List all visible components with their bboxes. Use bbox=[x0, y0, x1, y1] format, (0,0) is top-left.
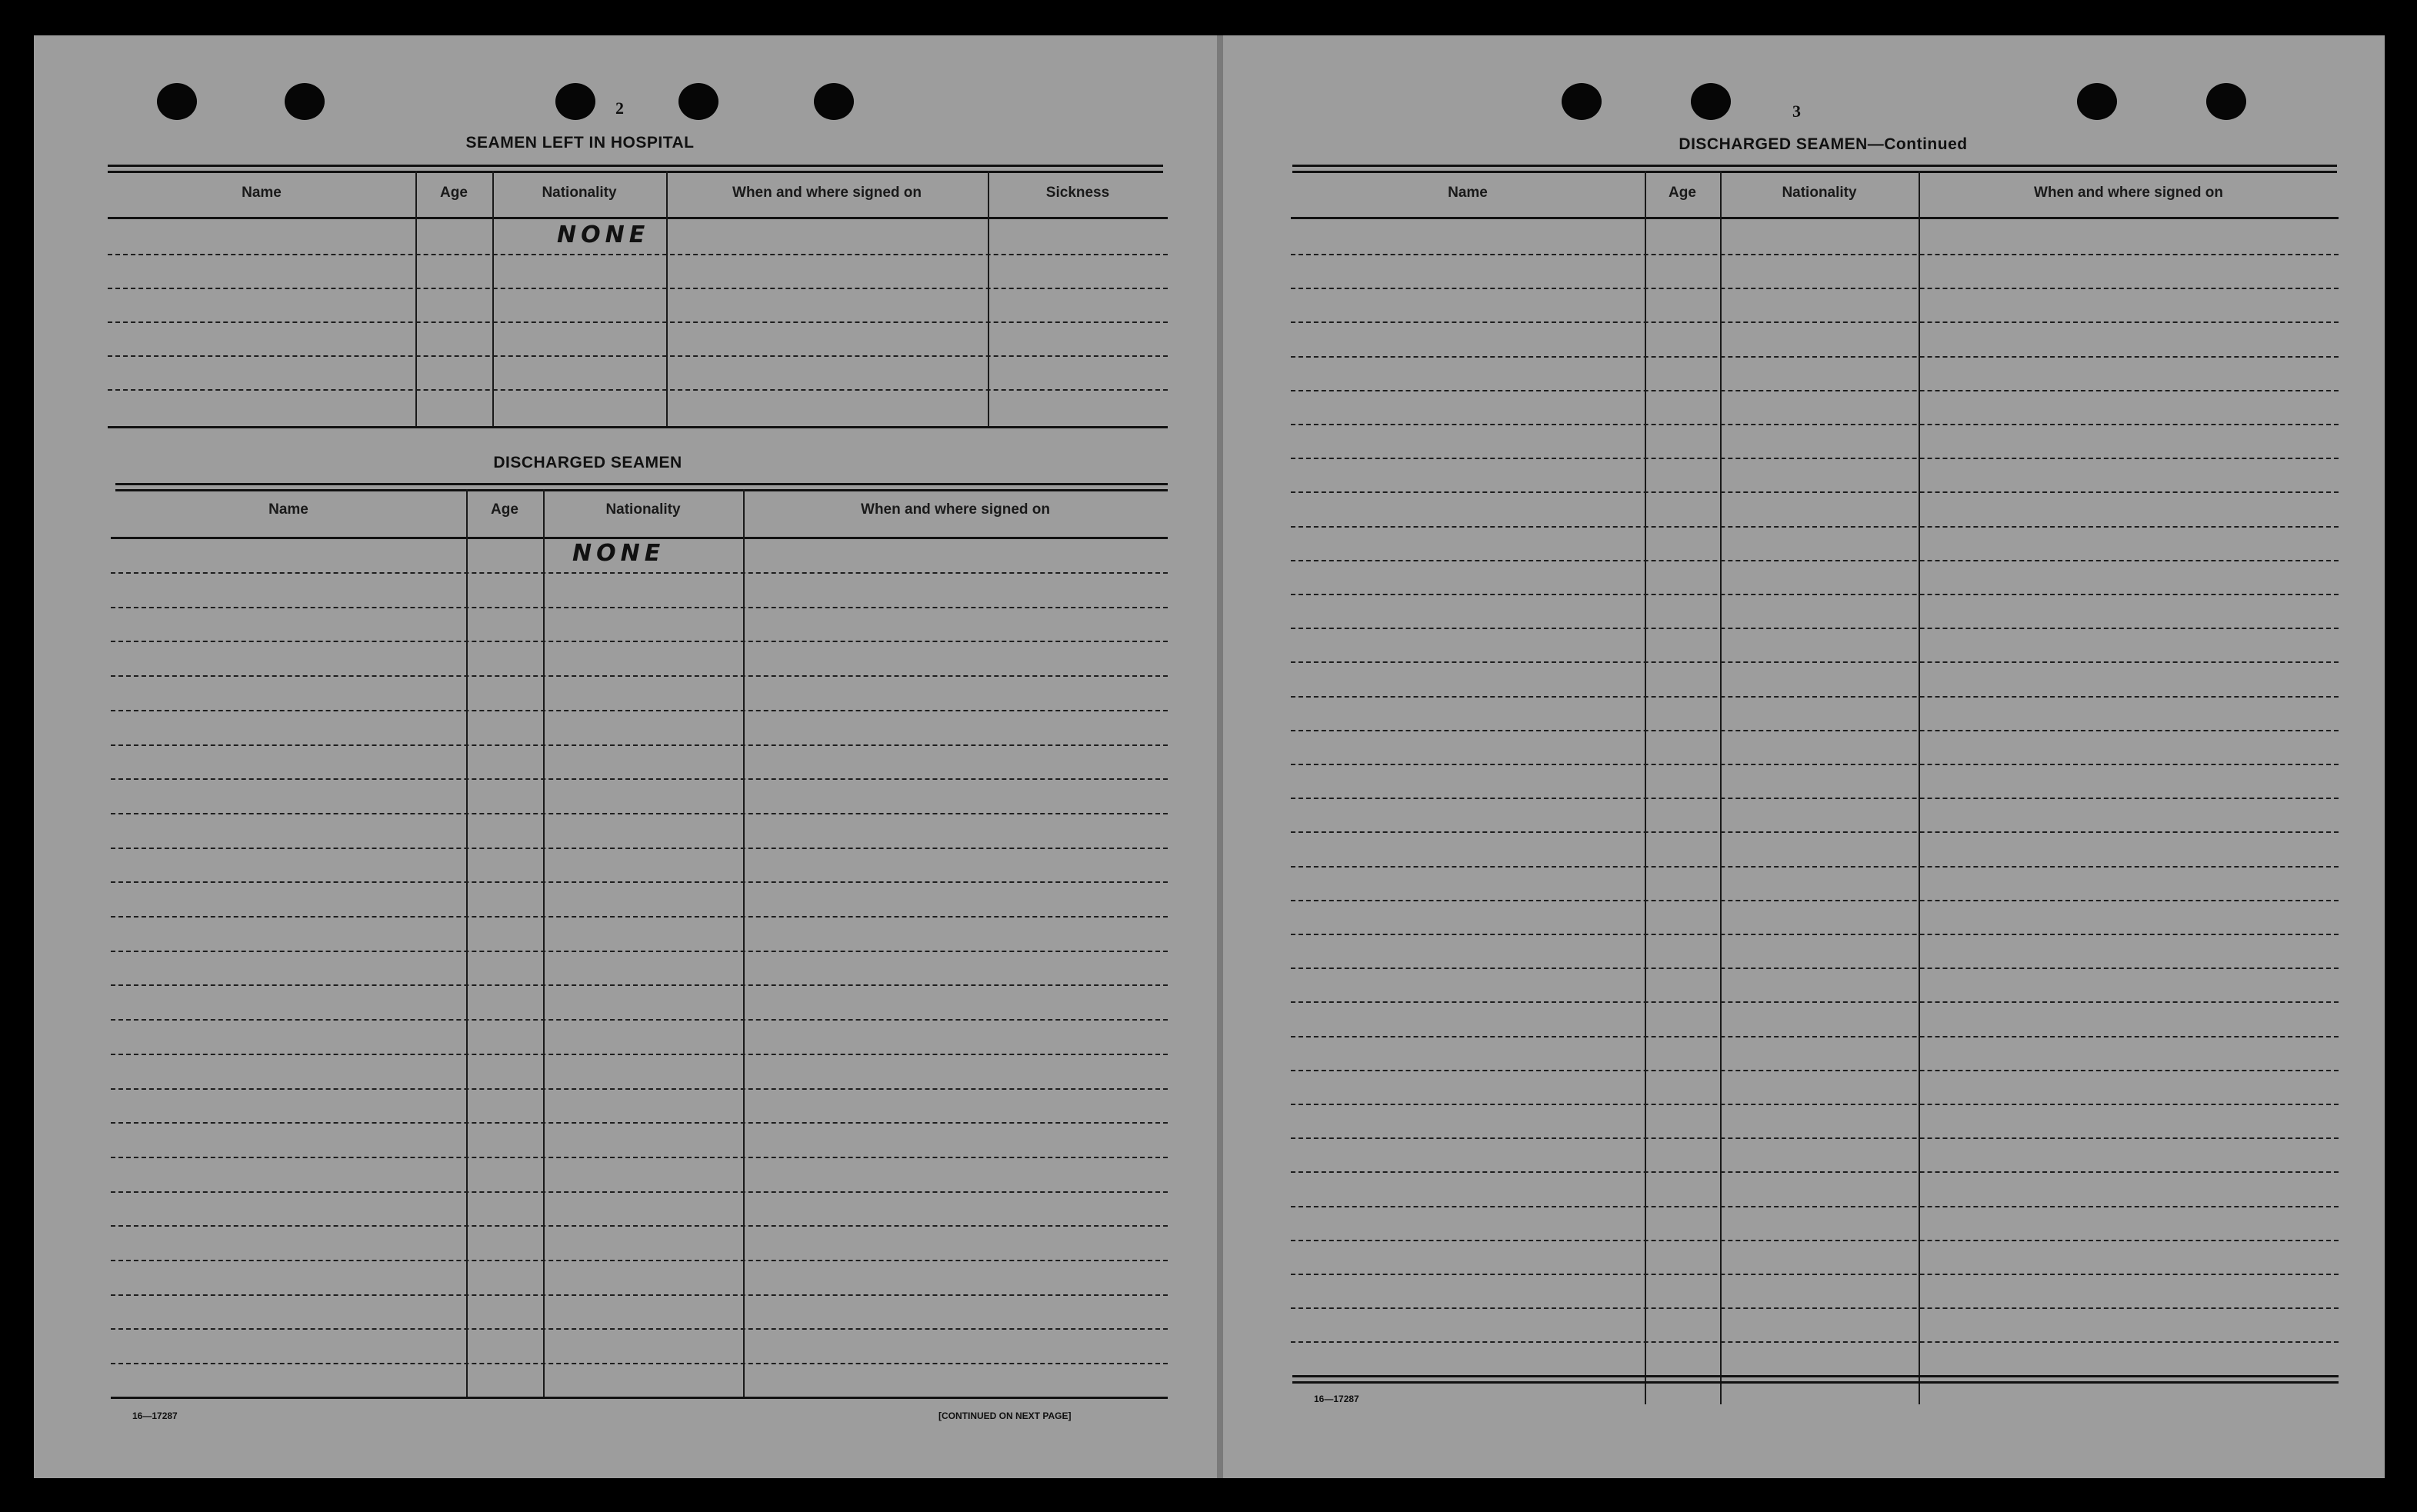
hospital-header-signed-on: When and where signed on bbox=[732, 185, 922, 201]
row-rule bbox=[111, 1054, 1168, 1055]
row-rule bbox=[111, 1328, 1168, 1330]
discharged-section-title: DISCHARGED SEAMEN bbox=[493, 454, 682, 471]
row-rule bbox=[1291, 798, 2339, 799]
hospital-top-rule bbox=[108, 165, 1163, 167]
discharged-header-age: Age bbox=[491, 501, 518, 518]
row-rule bbox=[1291, 254, 2339, 255]
hospital-row-rule bbox=[108, 389, 1168, 391]
row-rule bbox=[1291, 1104, 2339, 1105]
row-rule bbox=[1291, 560, 2339, 561]
row-rule bbox=[1291, 321, 2339, 323]
right-header-name: Name bbox=[1448, 185, 1488, 201]
hospital-row-rule bbox=[108, 321, 1168, 323]
row-rule bbox=[111, 1157, 1168, 1158]
hospital-header-sickness: Sickness bbox=[1045, 185, 1110, 201]
hospital-entry-handwritten: NONE bbox=[557, 221, 650, 248]
row-rule bbox=[111, 1363, 1168, 1364]
row-rule bbox=[1291, 866, 2339, 868]
row-rule bbox=[1291, 491, 2339, 493]
punch-hole bbox=[1562, 83, 1602, 120]
row-rule bbox=[1291, 1274, 2339, 1275]
punch-hole bbox=[285, 83, 325, 120]
row-rule bbox=[1291, 661, 2339, 663]
row-rule bbox=[1291, 764, 2339, 765]
right-top-rule bbox=[1292, 165, 2337, 167]
row-rule bbox=[111, 881, 1168, 883]
discharged-header-nationality: Nationality bbox=[605, 501, 681, 518]
row-rule bbox=[111, 1088, 1168, 1090]
right-bottom-rule bbox=[1292, 1375, 2339, 1377]
row-rule bbox=[1291, 424, 2339, 425]
form-number-right: 16—17287 bbox=[1314, 1394, 1359, 1404]
row-rule bbox=[111, 916, 1168, 918]
continued-section-title bbox=[1531, 135, 2115, 154]
continued-note: [CONTINUED ON NEXT PAGE] bbox=[938, 1410, 1072, 1421]
row-rule bbox=[1291, 1206, 2339, 1207]
row-rule bbox=[1291, 831, 2339, 833]
hospital-col-divider bbox=[492, 171, 494, 426]
hospital-header-nationality: Nationality bbox=[542, 185, 617, 201]
punch-hole bbox=[2077, 83, 2117, 120]
row-rule bbox=[1291, 967, 2339, 969]
row-rule bbox=[111, 1191, 1168, 1193]
row-rule bbox=[111, 641, 1168, 642]
discharged-top-rule bbox=[115, 483, 1168, 485]
row-rule bbox=[1291, 696, 2339, 698]
row-rule bbox=[1291, 1171, 2339, 1173]
punch-hole bbox=[2206, 83, 2246, 120]
row-rule bbox=[1291, 1036, 2339, 1037]
hospital-top-rule-2 bbox=[108, 171, 1163, 173]
page-number-right: 3 bbox=[1792, 102, 1801, 121]
discharged-entry-handwritten: NONE bbox=[572, 540, 665, 567]
row-rule bbox=[111, 1260, 1168, 1261]
right-header-signed-on: When and where signed on bbox=[2034, 185, 2223, 201]
row-rule bbox=[1291, 934, 2339, 935]
continued-title-main: DISCHARGED SEAMEN bbox=[1679, 135, 1868, 153]
hospital-row-rule bbox=[108, 355, 1168, 357]
discharged-bottom-rule bbox=[111, 1397, 1168, 1399]
row-rule bbox=[1291, 1307, 2339, 1309]
row-rule bbox=[111, 607, 1168, 608]
row-rule bbox=[111, 1225, 1168, 1227]
right-top-rule-2 bbox=[1292, 171, 2337, 173]
continued-title-suffix: —Continued bbox=[1867, 135, 1968, 153]
discharged-header-rule bbox=[111, 537, 1168, 539]
punch-hole bbox=[555, 83, 595, 120]
discharged-top-rule-2 bbox=[115, 489, 1168, 491]
page-number-left: 2 bbox=[615, 98, 624, 118]
row-rule bbox=[111, 710, 1168, 711]
row-rule bbox=[1291, 288, 2339, 289]
row-rule bbox=[111, 675, 1168, 677]
row-rule bbox=[1291, 390, 2339, 391]
row-rule bbox=[111, 572, 1168, 574]
right-bottom-rule-2 bbox=[1292, 1381, 2339, 1384]
hospital-bottom-rule bbox=[108, 426, 1168, 428]
row-rule bbox=[111, 778, 1168, 780]
form-number-left: 16—17287 bbox=[132, 1410, 178, 1421]
right-header-nationality: Nationality bbox=[1782, 185, 1857, 201]
row-rule bbox=[111, 744, 1168, 746]
hospital-row-rule bbox=[108, 254, 1168, 255]
punch-hole bbox=[157, 83, 197, 120]
row-rule bbox=[1291, 1137, 2339, 1139]
row-rule bbox=[1291, 526, 2339, 528]
row-rule bbox=[111, 1294, 1168, 1296]
discharged-header-name: Name bbox=[268, 501, 308, 518]
row-rule bbox=[111, 984, 1168, 986]
punch-hole bbox=[1691, 83, 1731, 120]
row-rule bbox=[1291, 356, 2339, 358]
punch-hole bbox=[814, 83, 854, 120]
right-header-age: Age bbox=[1669, 185, 1696, 201]
hospital-col-divider bbox=[666, 171, 668, 426]
hospital-header-rule bbox=[108, 217, 1168, 219]
row-rule bbox=[1291, 628, 2339, 629]
row-rule bbox=[1291, 1240, 2339, 1241]
discharged-header-signed-on: When and where signed on bbox=[861, 501, 1050, 518]
row-rule bbox=[1291, 458, 2339, 459]
row-rule bbox=[111, 813, 1168, 814]
row-rule bbox=[111, 1019, 1168, 1021]
hospital-header-age: Age bbox=[440, 185, 468, 201]
row-rule bbox=[1291, 594, 2339, 595]
row-rule bbox=[1291, 1070, 2339, 1071]
hospital-col-divider bbox=[988, 171, 989, 426]
right-header-rule bbox=[1291, 217, 2339, 219]
row-rule bbox=[1291, 1001, 2339, 1003]
hospital-row-rule bbox=[108, 288, 1168, 289]
row-rule bbox=[111, 848, 1168, 849]
page-fold bbox=[1217, 35, 1223, 1478]
hospital-section-title: SEAMEN LEFT IN HOSPITAL bbox=[465, 134, 695, 152]
right-page bbox=[1223, 35, 2385, 1478]
row-rule bbox=[111, 1122, 1168, 1124]
row-rule bbox=[1291, 900, 2339, 901]
left-page bbox=[34, 35, 1217, 1478]
row-rule bbox=[1291, 1341, 2339, 1343]
row-rule bbox=[1291, 730, 2339, 731]
hospital-col-divider bbox=[415, 171, 417, 426]
row-rule bbox=[111, 951, 1168, 952]
hospital-header-name: Name bbox=[242, 185, 282, 201]
punch-hole bbox=[678, 83, 718, 120]
